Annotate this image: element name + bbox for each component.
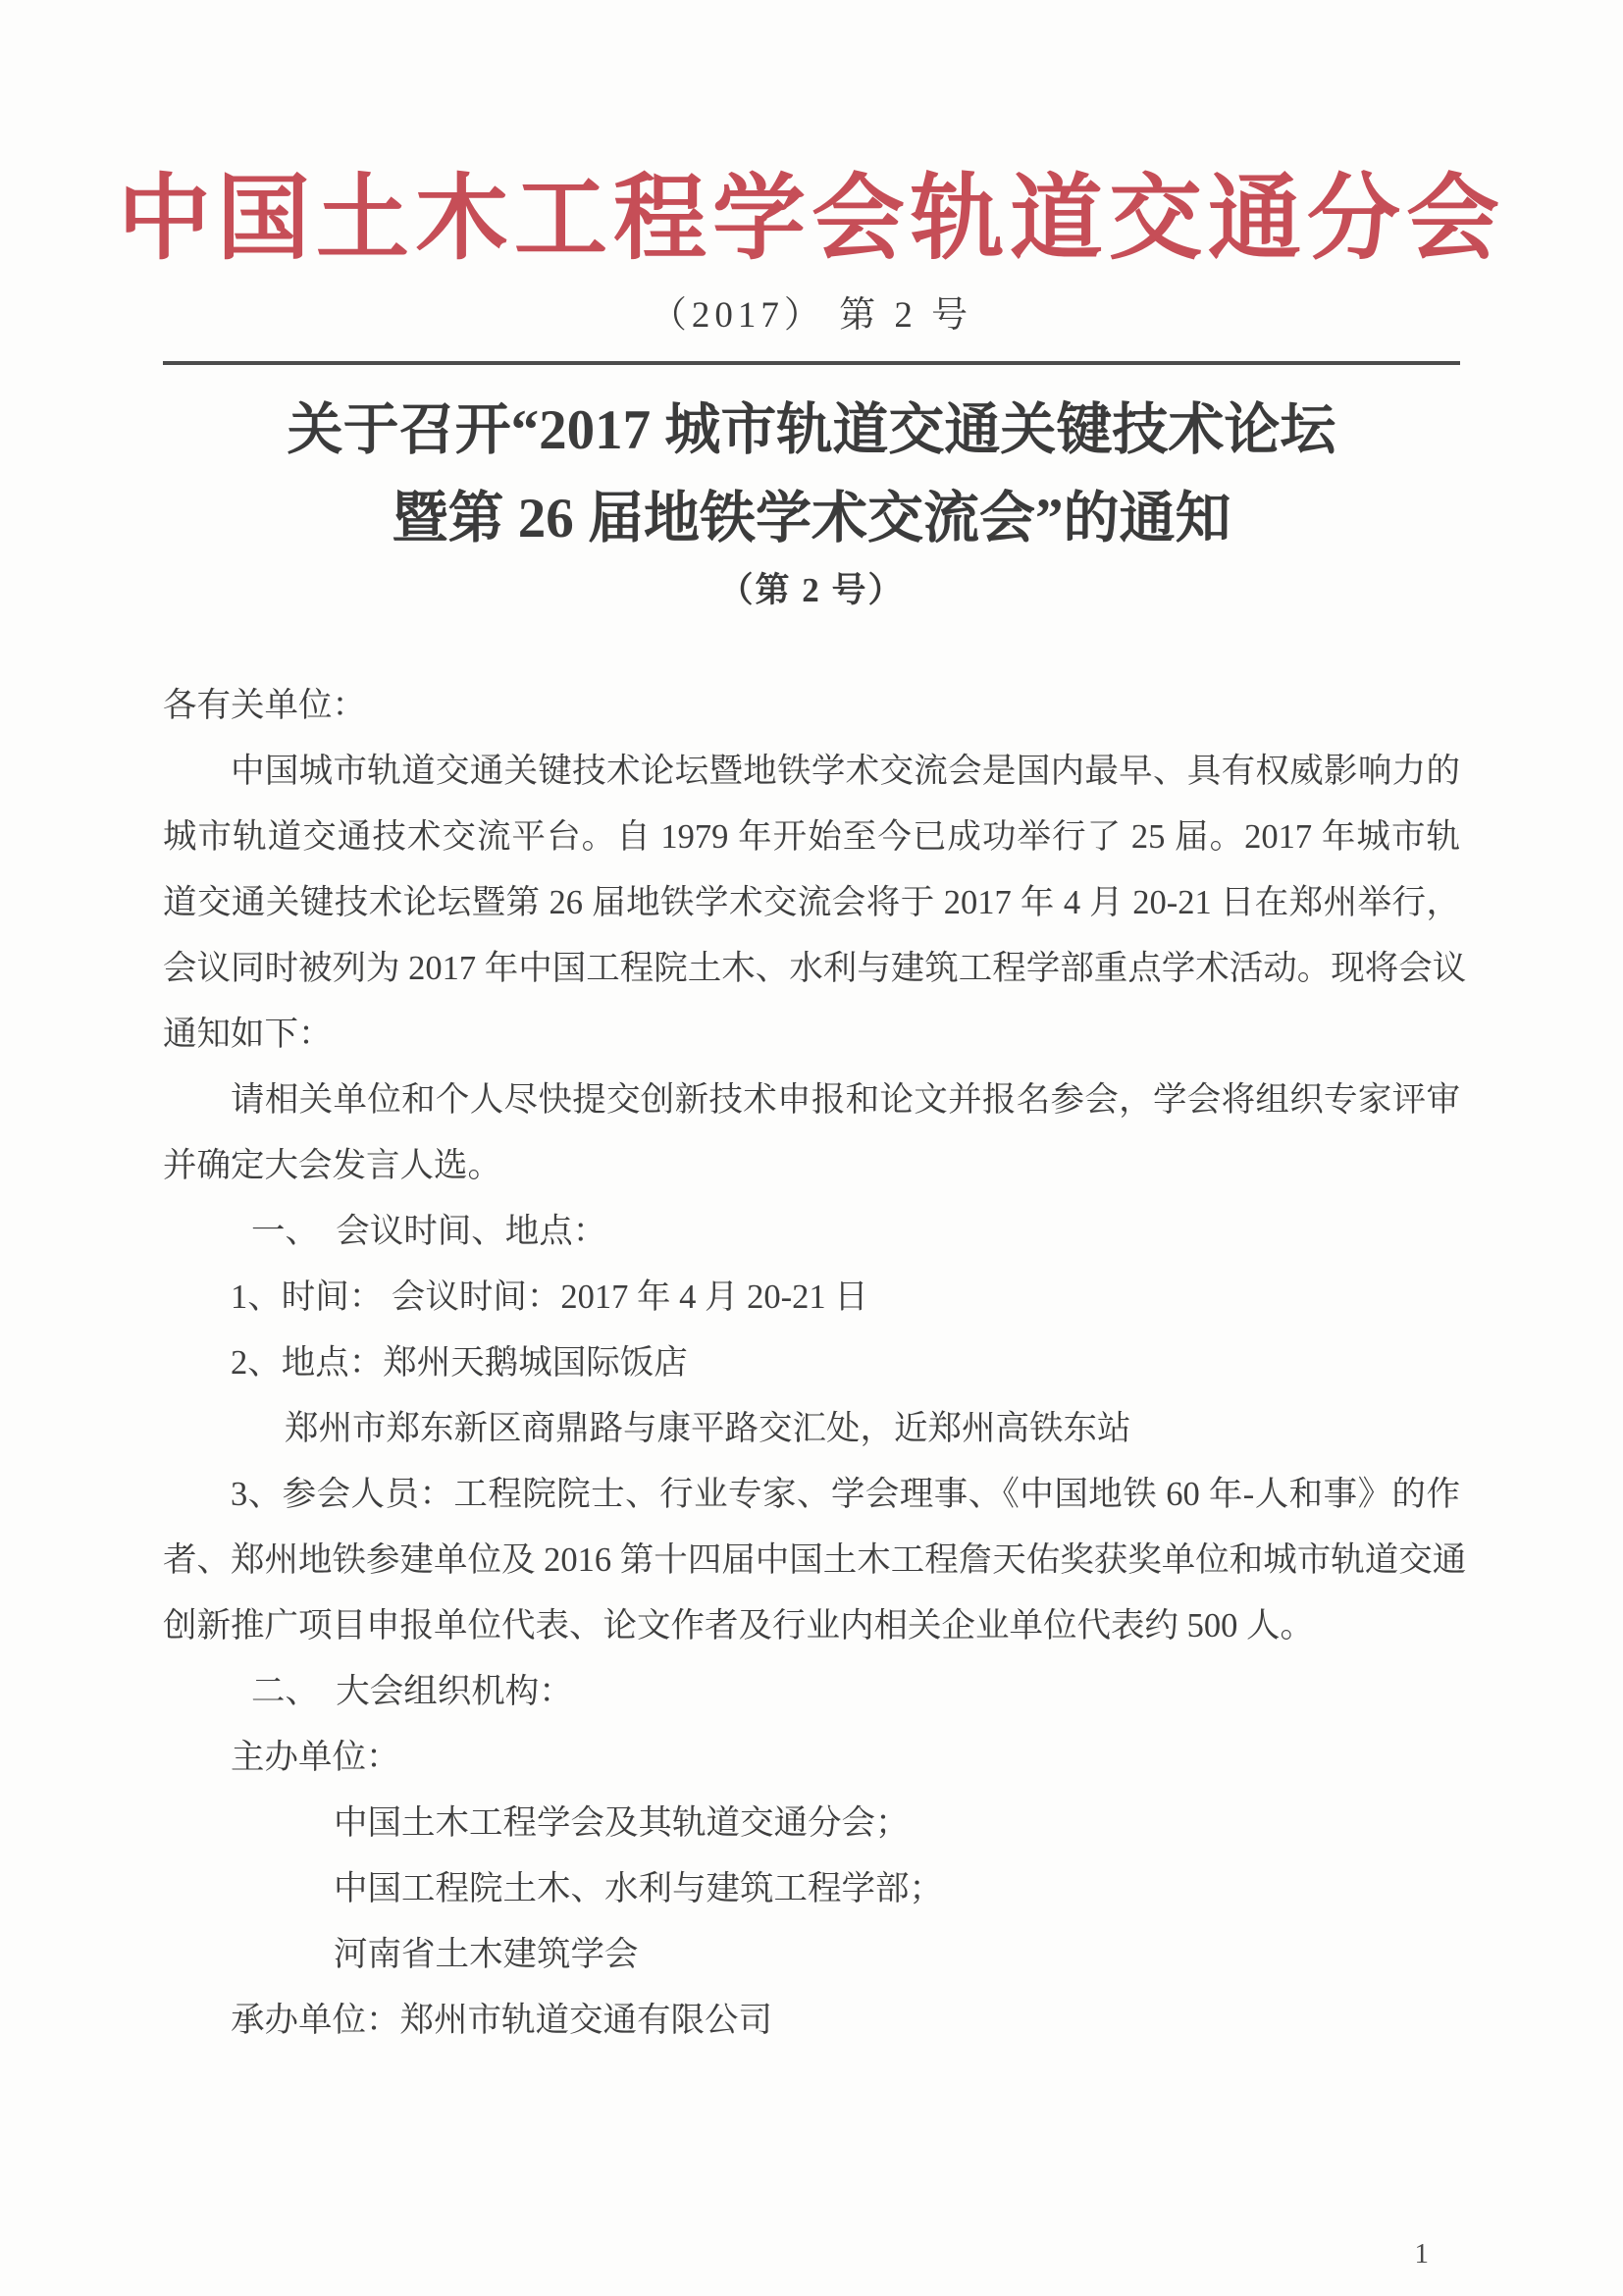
intro-line-2: 城市轨道交通技术交流平台。自 1979 年开始至今已成功举行了 25 届。2017 年城市轨 [163, 818, 1460, 856]
item-2-venue: 2、地点：郑州天鹅城国际饭店 [231, 1344, 688, 1382]
notice-title-line1: 关于召开“2017 城市轨道交通关键技术论坛 [287, 399, 1336, 461]
host-org-1: 中国土木工程学会及其轨道交通分会； [334, 1804, 910, 1842]
letterhead-divider [163, 361, 1460, 365]
hosts-label: 主办单位： [231, 1739, 400, 1776]
intro-line-3: 道交通关键技术论坛暨第 26 届地铁学术交流会将于 2017 年 4 月 20-21 日在郑州举行， [163, 884, 1460, 921]
section-2-heading: 二、 大会组织机构： [251, 1673, 573, 1710]
notice-title-issue-number: （第 2 号） [718, 571, 905, 609]
host-org-2: 中国工程院土木、水利与建筑工程学部； [334, 1870, 943, 1907]
organizer: 承办单位：郑州市轨道交通有限公司 [231, 2002, 772, 2039]
notice-body [163, 673, 1467, 2054]
item-3-attendees-line-1: 3、参会人员：工程院院士、行业专家、学会理事、《中国地铁 60 年-人和事》的作 [231, 1476, 1460, 1513]
intro-line-4: 会议同时被列为 2017 年中国工程院土木、水利与建筑工程学部重点学术活动。现将会议 [163, 950, 1467, 987]
request-line-1: 请相关单位和个人尽快提交创新技术申报和论文并报名参会，学会将组织专家评审 [231, 1081, 1460, 1119]
salutation: 各有关单位： [163, 687, 366, 724]
page-number: 1 [1414, 2238, 1429, 2270]
section-1-heading: 一、 会议时间、地点： [251, 1213, 607, 1250]
item-3-attendees-line-2: 者、郑州地铁参建单位及 2016 第十四届中国土木工程詹天佑奖获奖单位和城市轨道交通 [163, 1541, 1467, 1579]
request-line-2: 并确定大会发言人选。 [163, 1147, 501, 1184]
intro-line-1: 中国城市轨道交通关键技术论坛暨地铁学术交流会是国内最早、具有权威影响力的 [231, 753, 1460, 790]
letterhead-doc-number: （2017） 第 2 号 [650, 295, 973, 336]
item-1-time: 1、时间： 会议时间：2017 年 4 月 20-21 日 [231, 1278, 868, 1316]
host-org-3: 河南省土木建筑学会 [334, 1936, 639, 1973]
item-3-attendees-line-3: 创新推广项目申报单位代表、论文作者及行业内相关企业单位代表约 500 人。 [163, 1607, 1314, 1644]
item-2-venue-address: 郑州市郑东新区商鼎路与康平路交汇处，近郑州高铁东站 [285, 1410, 1131, 1447]
letterhead-org-title: 中国土木工程学会轨道交通分会 [117, 167, 1505, 271]
intro-line-5: 通知如下： [163, 1016, 333, 1053]
notice-title-line2: 暨第 26 届地铁学术交流会”的通知 [392, 488, 1231, 549]
